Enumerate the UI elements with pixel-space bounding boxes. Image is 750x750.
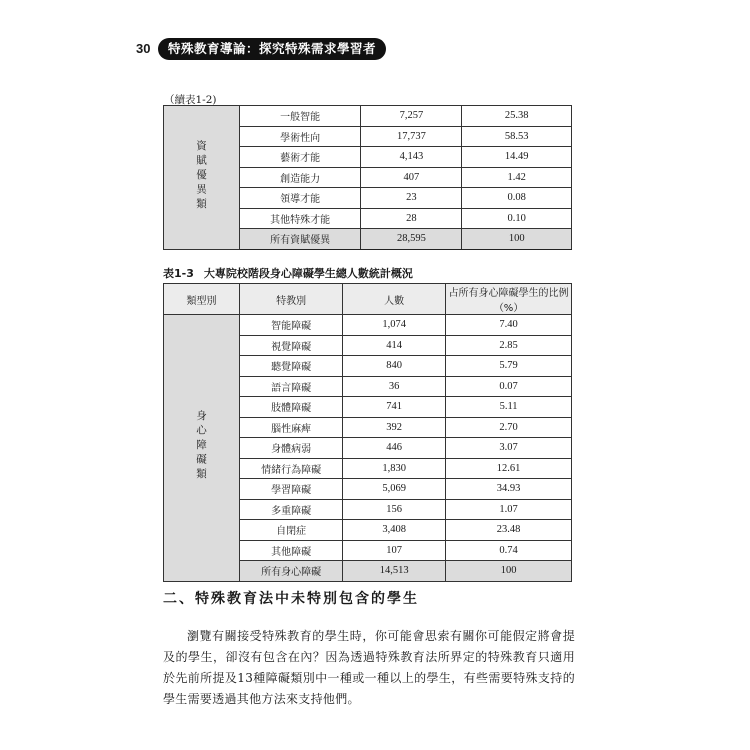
row-percent: 58.53 bbox=[462, 126, 572, 147]
row-count: 3,408 bbox=[343, 520, 446, 541]
row-label: 智能障礙 bbox=[240, 315, 343, 336]
row-percent: 34.93 bbox=[446, 479, 572, 500]
row-label: 身體病弱 bbox=[240, 438, 343, 459]
total-percent: 100 bbox=[446, 561, 572, 582]
row-percent: 2.70 bbox=[446, 417, 572, 438]
disability-table bbox=[163, 283, 572, 582]
row-count: 407 bbox=[361, 167, 462, 188]
table-number: 表1-3 bbox=[163, 267, 194, 280]
row-count: 840 bbox=[343, 356, 446, 377]
row-label: 一般智能 bbox=[240, 106, 361, 127]
row-count: 1,830 bbox=[343, 458, 446, 479]
row-label: 語言障礙 bbox=[240, 376, 343, 397]
row-count: 414 bbox=[343, 335, 446, 356]
row-count: 392 bbox=[343, 417, 446, 438]
row-count: 7,257 bbox=[361, 106, 462, 127]
row-label: 其他障礙 bbox=[240, 540, 343, 561]
row-count: 446 bbox=[343, 438, 446, 459]
row-count: 23 bbox=[361, 188, 462, 209]
total-percent: 100 bbox=[462, 229, 572, 250]
body-paragraph: 瀏覽有關接受特殊教育的學生時，你可能會思索有關你可能假定將會提及的學生，卻沒有包含在內？因為透過特殊教育法所界定的特殊教育只適用於先前所提及13種障礙類別中一種或一種以上的學生，有些需要特殊支持的學生需要透過其他方法來支持他們。 bbox=[163, 629, 575, 706]
total-count: 14,513 bbox=[343, 561, 446, 582]
row-count: 28 bbox=[361, 208, 462, 229]
row-count: 107 bbox=[343, 540, 446, 561]
row-percent: 1.42 bbox=[462, 167, 572, 188]
row-percent: 5.79 bbox=[446, 356, 572, 377]
section-heading: 二、特殊教育法中未特別包含的學生 bbox=[163, 591, 419, 607]
running-header bbox=[0, 38, 750, 60]
category-group-cell bbox=[164, 106, 240, 250]
row-label: 聽覺障礙 bbox=[240, 356, 343, 377]
row-percent: 3.07 bbox=[446, 438, 572, 459]
row-label: 藝術才能 bbox=[240, 147, 361, 168]
row-label: 創造能力 bbox=[240, 167, 361, 188]
row-count: 1,074 bbox=[343, 315, 446, 336]
row-percent: 0.74 bbox=[446, 540, 572, 561]
table-row bbox=[164, 315, 572, 336]
row-percent: 1.07 bbox=[446, 499, 572, 520]
column-header: 人數 bbox=[343, 284, 446, 315]
row-label: 其他特殊才能 bbox=[240, 208, 361, 229]
running-title: 特殊教育導論：探究特殊需求學習者 bbox=[158, 38, 386, 60]
row-label: 情緒行為障礙 bbox=[240, 458, 343, 479]
row-label: 多重障礙 bbox=[240, 499, 343, 520]
table-header-row bbox=[164, 284, 572, 315]
row-count: 36 bbox=[343, 376, 446, 397]
page-number: 30 bbox=[136, 41, 151, 56]
category-group-label: 資賦優異類 bbox=[195, 139, 207, 212]
gifted-table bbox=[163, 105, 572, 250]
row-percent: 25.38 bbox=[462, 106, 572, 127]
row-percent: 2.85 bbox=[446, 335, 572, 356]
row-percent: 12.61 bbox=[446, 458, 572, 479]
table-caption bbox=[163, 265, 423, 281]
row-label: 腦性麻痺 bbox=[240, 417, 343, 438]
table-title: 大專院校階段身心障礙學生總人數統計概況 bbox=[203, 267, 413, 280]
total-label: 所有資賦優異 bbox=[240, 229, 361, 250]
row-label: 學習障礙 bbox=[240, 479, 343, 500]
row-percent: 7.40 bbox=[446, 315, 572, 336]
row-label: 學術性向 bbox=[240, 126, 361, 147]
row-count: 17,737 bbox=[361, 126, 462, 147]
row-label: 自閉症 bbox=[240, 520, 343, 541]
row-label: 視覺障礙 bbox=[240, 335, 343, 356]
row-label: 肢體障礙 bbox=[240, 397, 343, 418]
table-continuation-label: （續表1-2) bbox=[164, 94, 217, 106]
row-percent: 14.49 bbox=[462, 147, 572, 168]
row-percent: 0.07 bbox=[446, 376, 572, 397]
row-count: 741 bbox=[343, 397, 446, 418]
row-count: 4,143 bbox=[361, 147, 462, 168]
category-group-label: 身心障礙類 bbox=[195, 410, 207, 483]
row-percent: 0.08 bbox=[462, 188, 572, 209]
column-header: 占所有身心障礙學生的比例（%） bbox=[446, 284, 572, 315]
row-count: 5,069 bbox=[343, 479, 446, 500]
row-percent: 5.11 bbox=[446, 397, 572, 418]
row-percent: 23.48 bbox=[446, 520, 572, 541]
row-label: 領導才能 bbox=[240, 188, 361, 209]
row-percent: 0.10 bbox=[462, 208, 572, 229]
total-count: 28,595 bbox=[361, 229, 462, 250]
table-row bbox=[164, 106, 572, 127]
row-count: 156 bbox=[343, 499, 446, 520]
column-header: 特教別 bbox=[240, 284, 343, 315]
total-label: 所有身心障礙 bbox=[240, 561, 343, 582]
category-group-cell bbox=[164, 315, 240, 582]
column-header: 類型別 bbox=[164, 284, 240, 315]
